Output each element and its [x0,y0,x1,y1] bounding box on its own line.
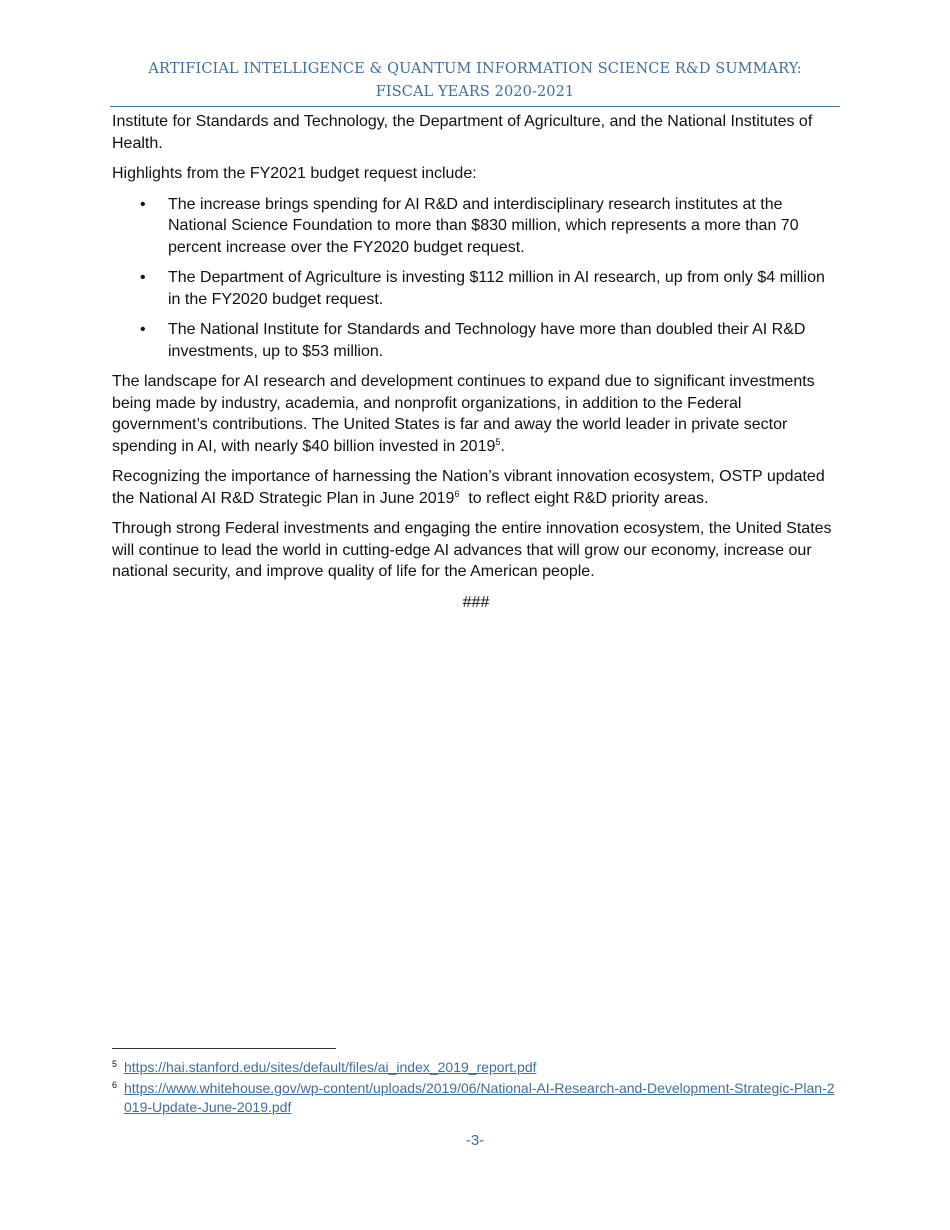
footnote-number: 6 [112,1080,118,1090]
paragraph-strategic-plan [112,466,840,509]
paragraph-strategic-plan-text: Recognizing the importance of harnessing the Nation’s vibrant innovation ecosystem, OSTP updated the National AI R&D Strategic Plan in June 2019 [112,468,825,507]
paragraph-strategic-plan-end: to reflect eight R&D priority areas. [459,489,709,507]
paragraph-landscape [112,371,840,457]
footnote-divider [112,1048,336,1049]
footnote-link[interactable]: https://hai.stanford.edu/sites/default/files/ai_index_2019_report.pdf [124,1059,537,1075]
paragraph-highlights-intro: Highlights from the FY2021 budget request include: [112,165,477,182]
paragraph-landscape-text: The landscape for AI research and development continues to expand due to significant investments being made by industry, academia, and nonprofit organizations, in addition to the Federal government’s contributions. The United States is far and away the world leader in private sector spending in AI, with nearly $40 billion invested in 2019 [112,373,815,455]
header-title-line2: FISCAL YEARS 2020-2021 [375,84,575,100]
highlights-list [112,194,840,363]
footnote-link[interactable]: https://www.whitehouse.gov/wp-content/uploads/2019/06/National-AI-Research-and-Development-Strategic-Plan-2019-Update-June-2019.pdf [124,1080,835,1115]
bullet-icon: • [140,321,146,338]
list-item [112,319,840,362]
list-item-text: The Department of Agriculture is investing $112 million in AI research, up from only $4 million in the FY2020 budget request. [168,269,825,308]
end-mark: ### [462,593,490,611]
footnote-number: 5 [112,1059,118,1069]
footnotes [112,1058,840,1119]
bullet-icon: • [140,195,146,213]
body-text [112,111,840,613]
footnote-ref-6[interactable]: 6 [454,488,460,499]
paragraph-continuation: Institute for Standards and Technology, the Department of Agriculture, and the National Institutes of Health. [112,113,813,152]
running-header [110,58,840,104]
header-title-line1: ARTIFICIAL INTELLIGENCE & QUANTUM INFORMATION SCIENCE R&D SUMMARY: [148,61,802,77]
paragraph-landscape-end: . [500,437,505,455]
list-item [112,267,840,310]
page-number: -3- [465,1132,485,1149]
footnote-5 [112,1058,840,1077]
list-item-text: The increase brings spending for AI R&D and interdisciplinary research institutes at the National Science Foundation to more than $830 million, which represents a more than 70 percent increase over the FY2020 budget request. [168,195,799,256]
footnote-6 [112,1079,840,1117]
header-divider [110,106,840,107]
paragraph-conclusion: Through strong Federal investments and engaging the entire innovation ecosystem, the United States will continue to lead the world in cutting-edge AI advances that will grow our economy, increase our national security, and improve quality of life for the American people. [112,520,832,580]
list-item-text: The National Institute for Standards and Technology have more than doubled their AI R&D investments, up to $53 million. [168,321,806,360]
footnote-ref-5[interactable]: 5 [495,436,501,447]
bullet-icon: • [140,269,146,286]
list-item [112,194,840,259]
